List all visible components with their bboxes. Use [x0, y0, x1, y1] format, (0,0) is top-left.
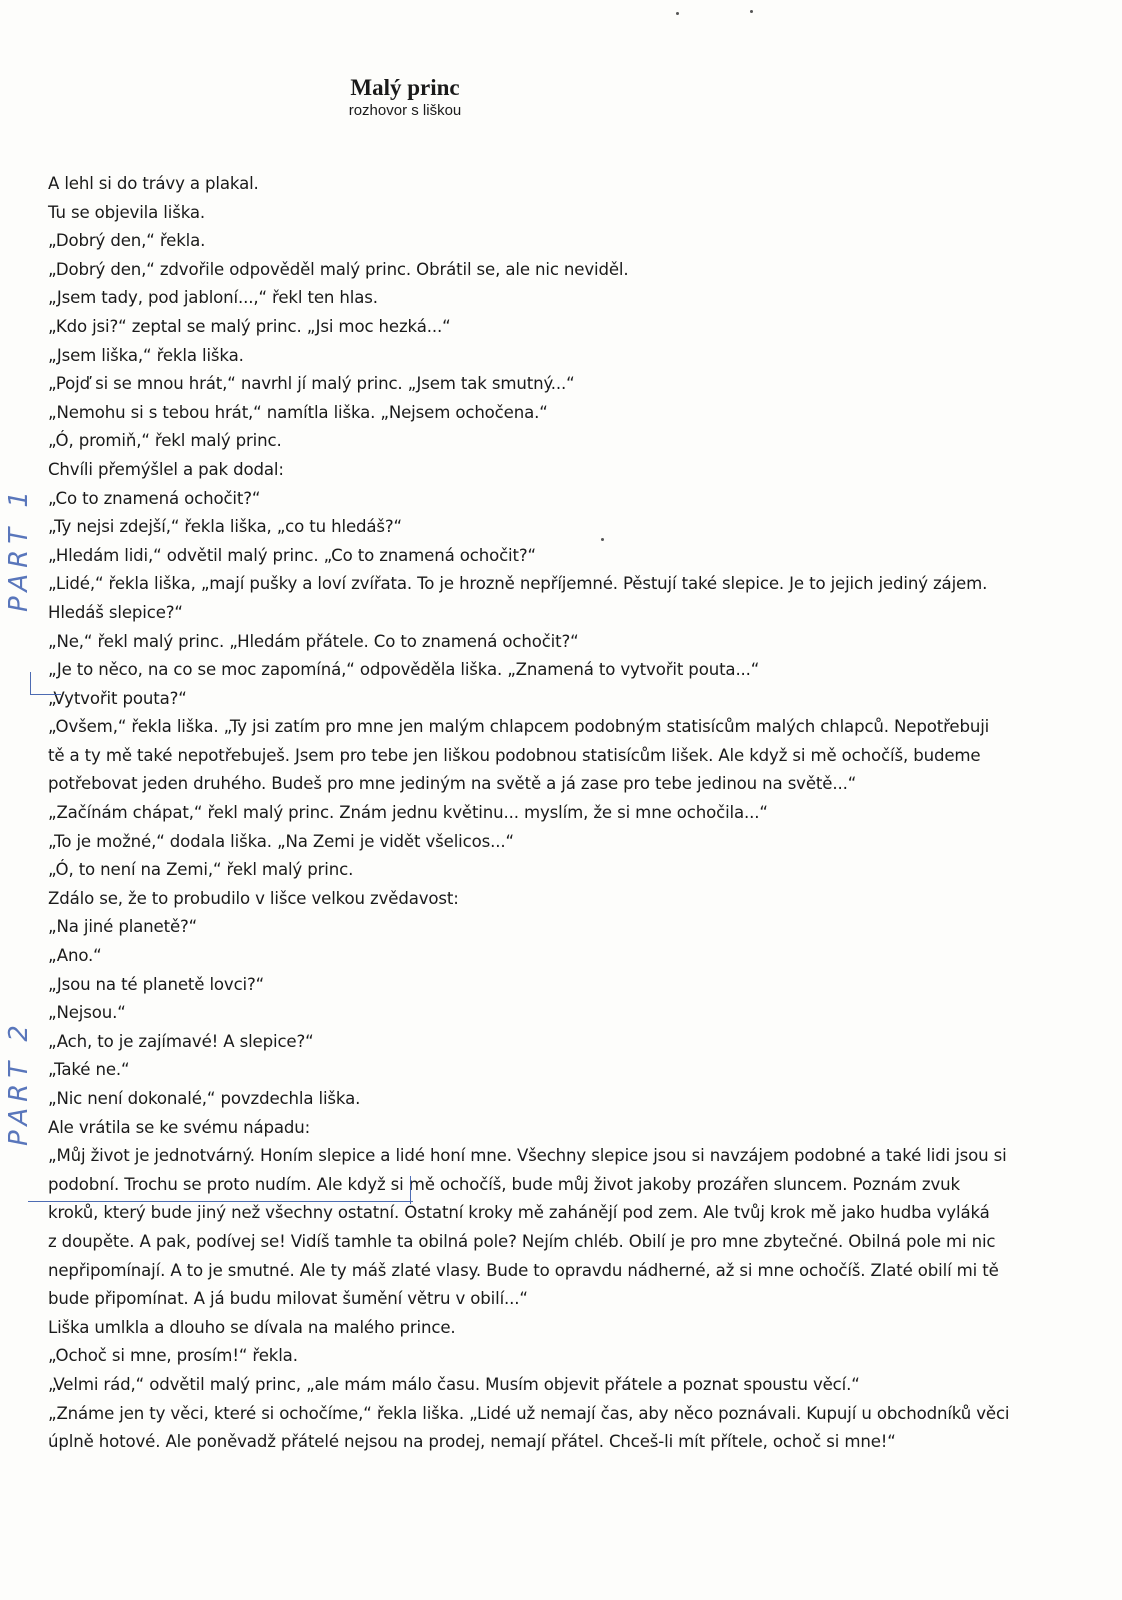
handwritten-caret-mark [410, 1176, 411, 1204]
handwritten-part-1-note: PART 1 [4, 485, 34, 612]
document-title: Malý princ [350, 75, 460, 100]
text-line: „Ne,“ řekl malý princ. „Hledám přátele. Co to znamená ochočit?“ [48, 631, 579, 651]
text-line: „Na jiné planetě?“ [48, 917, 198, 937]
scan-speck [601, 538, 604, 541]
text-line: „Jsem tady, pod jabloní...,“ řekl ten hlas. [48, 288, 378, 308]
text-line: A lehl si do trávy a plakal. [48, 174, 259, 193]
text-line: „To je možné,“ dodala liška. „Na Zemi je vidět všelicos...“ [48, 831, 514, 851]
handwritten-bracket-mark [30, 672, 61, 695]
document-subtitle: rozhovor s liškou [348, 102, 462, 119]
text-line: „Hledám lidi,“ odvětil malý princ. „Co to znamená ochočit?“ [48, 545, 536, 565]
text-line: „Známe jen ty věci, které si ochočíme,“ řekla liška. „Lidé už nemají čas, aby něco poznávali. Kupují u obchodníků věci [48, 1403, 1010, 1423]
text-line: podobní. Trochu se proto nudím. Ale když si mě ochočíš, bude můj život jakoby prozářen sluncem. Poznám zvuk [48, 1174, 960, 1194]
document-body [48, 170, 1088, 1457]
text-line: „Vytvořit pouta?“ [48, 688, 187, 708]
text-line: „Začínám chápat,“ řekl malý princ. Znám jednu květinu... myslím, že si mne ochočila...“ [48, 803, 768, 823]
text-line: „Pojď si se mnou hrát,“ navrhl jí malý princ. „Jsem tak smutný...“ [48, 374, 575, 394]
text-line: nepřipomínají. A to je smutné. Ale ty máš zlaté vlasy. Bude to opravdu nádherné, až si mne ochočíš. Zlaté obilí mi tě [48, 1260, 999, 1280]
text-line: z doupěte. A pak, podívej se! Vidíš tamhle ta obilná pole? Nejím chléb. Obilí je pro mne zbytečné. Obilná pole mi nic [48, 1231, 996, 1251]
text-line: „Jsou na té planetě lovci?“ [48, 974, 265, 994]
text-line: „Dobrý den,“ řekla. [48, 231, 206, 251]
document-header [0, 74, 810, 120]
text-line: „Dobrý den,“ zdvořile odpověděl malý princ. Obrátil se, ale nic neviděl. [48, 259, 629, 279]
text-line: bude připomínat. A já budu milovat šumění větru v obilí...“ [48, 1289, 528, 1309]
text-line: „Ovšem,“ řekla liška. „Ty jsi zatím pro mne jen malým chlapcem podobným statisícům malých chlapců. Nepotřebuji [48, 717, 990, 737]
text-line: „Nemohu si s tebou hrát,“ namítla liška. „Nejsem ochočena.“ [48, 402, 548, 422]
scan-speck [676, 12, 679, 15]
text-line: „Je to něco, na co se moc zapomíná,“ odpověděla liška. „Znamená to vytvořit pouta...“ [48, 660, 760, 680]
text-line: „Kdo jsi?“ zeptal se malý princ. „Jsi moc hezká...“ [48, 316, 451, 336]
text-line: potřebovat jeden druhého. Budeš pro mne jediným na světě a já zase pro tebe jedinou na světě...“ [48, 774, 857, 794]
handwritten-underline-mark [28, 1201, 413, 1202]
text-line: „Nic není dokonalé,“ povzdechla liška. [48, 1089, 361, 1108]
text-line: „Co to znamená ochočit?“ [48, 488, 261, 508]
text-line: Chvíli přemýšlel a pak dodal: [48, 459, 284, 479]
text-line: Tu se objevila liška. [48, 202, 206, 222]
text-line: tě a ty mě také nepotřebuješ. Jsem pro tebe jen liškou podobnou statisícům lišek. Ale když si mě ochočíš, budeme [48, 745, 981, 765]
handwritten-part-2-note: PART 2 [4, 1019, 34, 1146]
text-line: Zdálo se, že to probudilo v lišce velkou zvědavost: [48, 888, 459, 908]
text-line: „Lidé,“ řekla liška, „mají pušky a loví zvířata. To je hrozně nepříjemné. Pěstují také slepice. Je to jejich jediný zájem. [48, 574, 988, 594]
text-line: úplně hotové. Ale poněvadž přátelé nejsou na prodej, nemají přátel. Chceš-li mít přítele, ochoč si mne!“ [48, 1432, 896, 1452]
text-line: „Ó, to není na Zemi,“ řekl malý princ. [48, 860, 354, 880]
text-line: Liška umlkla a dlouho se dívala na malého prince. [48, 1317, 456, 1337]
text-line: Hledáš slepice?“ [48, 602, 183, 622]
text-line: „Můj život je jednotvárný. Honím slepice a lidé honí mne. Všechny slepice jsou si navzájem podobné a také lidi jsou si [48, 1146, 1007, 1166]
scan-speck [750, 10, 753, 13]
text-line: „Ano.“ [48, 946, 102, 966]
text-line: „Nejsou.“ [48, 1003, 126, 1023]
text-line: „Ochoč si mne, prosím!“ řekla. [48, 1346, 298, 1366]
text-line: „Ach, to je zajímavé! A slepice?“ [48, 1031, 314, 1051]
text-line: „Ó, promiň,“ řekl malý princ. [48, 431, 282, 451]
text-line: „Také ne.“ [48, 1060, 130, 1080]
text-line: „Ty nejsi zdejší,“ řekla liška, „co tu hledáš?“ [48, 517, 402, 537]
text-line: Ale vrátila se ke svému nápadu: [48, 1117, 311, 1137]
text-line: kroků, který bude jiný než všechny ostatní. Ostatní kroky mě zahánějí pod zem. Ale tvůj krok mě jako hudba vyláká [48, 1203, 990, 1223]
text-line: „Velmi rád,“ odvětil malý princ, „ale mám málo času. Musím objevit přátele a poznat spoustu věcí.“ [48, 1374, 860, 1394]
text-line: „Jsem liška,“ řekla liška. [48, 345, 244, 365]
